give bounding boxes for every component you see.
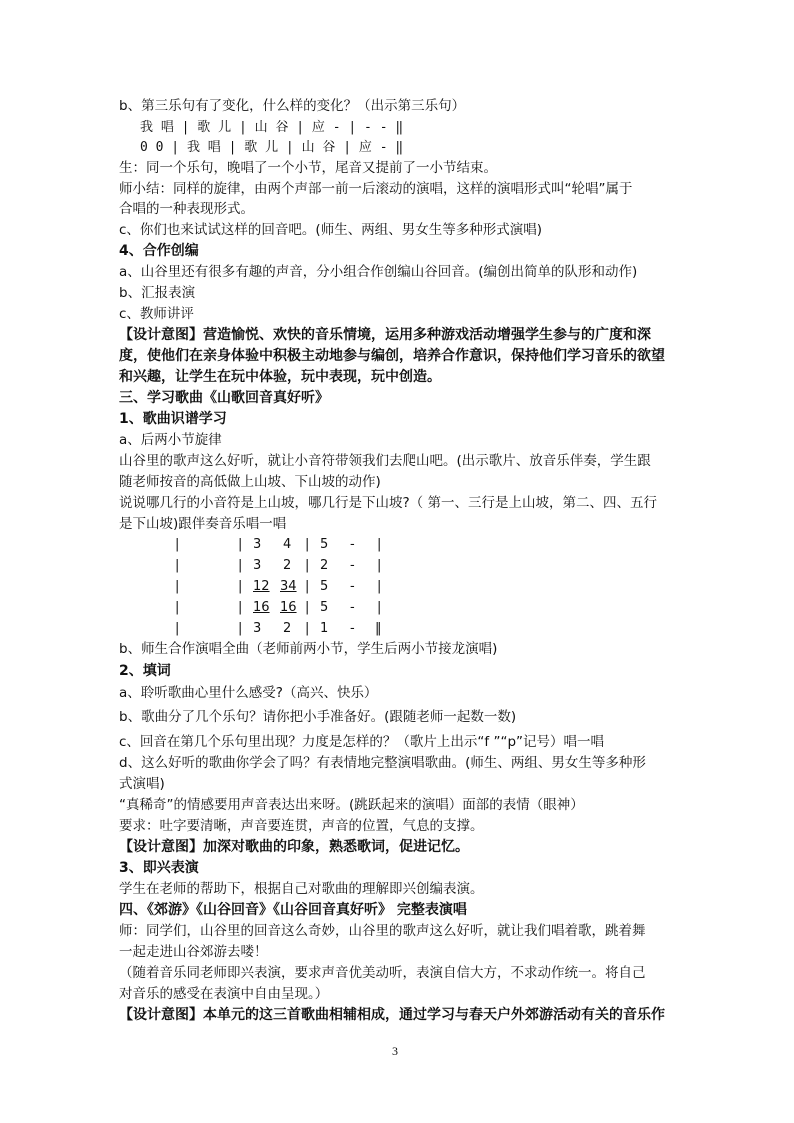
- bar-line: |: [175, 537, 180, 552]
- bar-line: |: [305, 579, 310, 594]
- text-line: 山谷里的歌声这么好听，就让小音符带领我们去爬山吧。(出示歌片、放音乐伴奏，学生跟: [119, 453, 651, 469]
- section-heading: 1、歌曲识谱学习: [119, 411, 227, 427]
- text-line: 是下山坡)跟伴奏音乐唱一唱: [119, 516, 287, 532]
- note: 2: [283, 621, 292, 636]
- design-intent: 【设计意图】本单元的这三首歌曲相辅相成，通过学习与春天户外郊游活动有关的音乐作: [119, 1007, 665, 1023]
- bar-line: |: [305, 558, 310, 573]
- text-line: b、师生合作演唱全曲（老师前两小节，学生后两小节接龙演唱): [119, 641, 498, 657]
- text-line: a、后两小节旋律: [119, 432, 222, 448]
- end-bar-line: ‖: [375, 621, 382, 636]
- text-line: 对音乐的感受在表演中自由呈现。）: [119, 986, 329, 1002]
- text-line: c、回音在第几个乐句里出现？力度是怎样的？（歌片上出示“f ”“p”记号）唱一唱: [119, 734, 605, 750]
- design-intent: 和兴趣，让学生在玩中体验，玩中表现，玩中创造。: [119, 369, 441, 385]
- note: -: [350, 621, 355, 636]
- text-line: d、这么好听的歌曲你学会了吗？有表情地完整演唱歌曲。(师生、两组、男女生等多种形: [119, 755, 646, 771]
- note: 16: [253, 600, 270, 615]
- bar-line: |: [238, 558, 243, 573]
- text-line: 随老师按音的高低做上山坡、下山坡的动作): [119, 474, 381, 490]
- bar-line: |: [377, 579, 382, 594]
- bar-line: |: [305, 600, 310, 615]
- score-line-2: 0 0 | 我 唱 | 歌 儿 | 山 谷 | 应 - ‖: [140, 140, 404, 155]
- bar-line: |: [238, 600, 243, 615]
- note: 34: [280, 579, 297, 594]
- bar-line: |: [175, 558, 180, 573]
- text-line: 生：同一个乐句，晚唱了一个小节，尾音又提前了一小节结束。: [119, 160, 497, 176]
- text-line: a、聆听歌曲心里什么感受?（高兴、快乐）: [119, 685, 378, 701]
- design-intent: 【设计意图】营造愉悦、欢快的音乐情境，运用多种游戏活动增强学生参与的广度和深: [119, 327, 651, 343]
- text-line: （随着音乐同老师即兴表演，要求声音优美动听，表演自信大方，不求动作统一。将自己: [119, 965, 646, 981]
- note: 3: [253, 621, 262, 636]
- text-line: a、山谷里还有很多有趣的声音，分小组合作创编山谷回音。(编创出简单的队形和动作): [119, 264, 638, 280]
- design-intent: 度，使他们在亲身体验中积极主动地参与编创，培养合作意识，保持他们学习音乐的欲望: [119, 348, 665, 364]
- bar-line: |: [377, 600, 382, 615]
- section-heading: 四、《郊游》《山谷回音》《山谷回音真好听》 完整表演唱: [119, 902, 467, 918]
- bar-line: |: [305, 621, 310, 636]
- bar-line: |: [238, 537, 243, 552]
- note: 2: [320, 558, 329, 573]
- note: 3: [253, 558, 262, 573]
- text-line: 合唱的一种表现形式。: [119, 201, 254, 217]
- section-heading: 2、填词: [119, 663, 171, 679]
- section-heading: 4、合作创编: [119, 243, 199, 259]
- text-line: 说说哪几行的小音符是上山坡，哪几行是下山坡?（ 第一、三行是上山坡，第二、四、五行: [119, 495, 657, 511]
- text-line: b、第三乐句有了变化，什么样的变化？（出示第三乐句）: [119, 98, 466, 114]
- text-line: 式演唱): [119, 776, 165, 792]
- text-line: 师：同学们，山谷里的回音这么奇妙，山谷里的歌声这么好听，就让我们唱着歌，跳着舞: [119, 923, 646, 939]
- note: 12: [253, 579, 270, 594]
- text-line: c、教师讲评: [119, 306, 194, 322]
- text-line: b、汇报表演: [119, 285, 196, 301]
- bar-line: |: [377, 558, 382, 573]
- section-heading: 三、学习歌曲《山歌回音真好听》: [119, 390, 329, 406]
- design-intent: 【设计意图】加深对歌曲的印象，熟悉歌词，促进记忆。: [119, 839, 469, 855]
- bar-line: |: [175, 579, 180, 594]
- note: 1: [320, 621, 329, 636]
- bar-line: |: [238, 621, 243, 636]
- score-line-1: 我 唱 | 歌 儿 | 山 谷 | 应 - | - - ‖: [140, 120, 404, 135]
- note: 16: [280, 600, 297, 615]
- text-line: “真稀奇”的情感要用声音表达出来呀。(跳跃起来的演唱）面部的表情（眼神）: [119, 797, 584, 813]
- note: 2: [283, 558, 292, 573]
- bar-line: |: [175, 621, 180, 636]
- section-heading: 3、即兴表演: [119, 860, 199, 876]
- text-line: 要求：吐字要清晰，声音要连贯，声音的位置，气息的支撑。: [119, 818, 484, 834]
- bar-line: |: [238, 579, 243, 594]
- bar-line: |: [305, 537, 310, 552]
- text-line: 师小结：同样的旋律，由两个声部一前一后滚动的演唱，这样的演唱形式叫“轮唱”属于: [119, 181, 633, 197]
- note: -: [350, 579, 355, 594]
- note: -: [350, 600, 355, 615]
- note: 5: [320, 537, 329, 552]
- note: 4: [283, 537, 292, 552]
- text-line: 学生在老师的帮助下，根据自己对歌曲的理解即兴创编表演。: [119, 881, 484, 897]
- bar-line: |: [175, 600, 180, 615]
- note: 3: [253, 537, 262, 552]
- note: 5: [320, 600, 329, 615]
- note: -: [350, 537, 355, 552]
- text-line: b、歌曲分了几个乐句？请你把小手准备好。(跟随老师一起数一数): [119, 709, 517, 725]
- note: 5: [320, 579, 329, 594]
- page-number: 3: [392, 1044, 398, 1058]
- bar-line: |: [377, 537, 382, 552]
- text-line: c、你们也来试试这样的回音吧。(师生、两组、男女生等多种形式演唱): [119, 222, 542, 238]
- note: -: [350, 558, 355, 573]
- text-line: 一起走进山谷郊游去喽！: [119, 944, 268, 960]
